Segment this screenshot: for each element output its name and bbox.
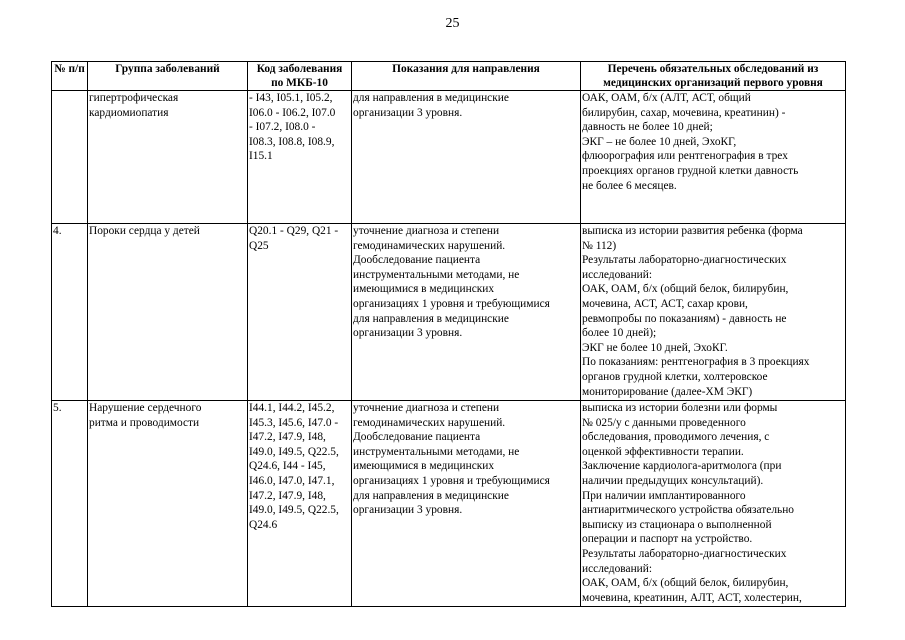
cell-text-line: При наличии имплантированного bbox=[582, 489, 746, 502]
cell-text-line: организации 3 уровня. bbox=[353, 106, 463, 119]
cell-text-line: Q24.6 bbox=[249, 518, 278, 531]
cell-text-line: органов грудной клетки, холтеровское bbox=[582, 370, 768, 383]
cell-text-line: Заключение кардиолога-аритмолога (при bbox=[582, 460, 782, 473]
cell-text-line: ревмопробы по показаниям) - давность не bbox=[582, 312, 787, 325]
cell-text-line: для направления в медицинские bbox=[353, 489, 509, 502]
cell-indications bbox=[352, 224, 581, 401]
cell-text-line: Пороки сердца у детей bbox=[89, 225, 200, 237]
cell-indications bbox=[352, 401, 581, 607]
cell-disease-group bbox=[88, 401, 248, 607]
cell-text-line: организациях 1 уровня и требующимися bbox=[353, 297, 550, 310]
cell-text-line: I49.0, I49.5, Q22.5, bbox=[249, 445, 339, 458]
cell-text-line: имеющимися в медицинских bbox=[353, 460, 495, 473]
cell-text-line: инструментальными методами, не bbox=[353, 445, 520, 458]
cell-text-line: Дообследование пациента bbox=[353, 431, 481, 444]
cell-text-line: гемодинамических нарушений. bbox=[353, 416, 506, 429]
cell-text-line: № 112) bbox=[582, 239, 617, 252]
table-header-row bbox=[52, 62, 846, 91]
cell-text-line: I45.3, I45.6, I47.0 - bbox=[249, 416, 339, 429]
referral-table bbox=[51, 61, 846, 607]
header-disease-group: Группа заболеваний bbox=[88, 62, 248, 91]
cell-number bbox=[52, 91, 88, 224]
cell-text-line: мониторирование (далее-ХМ ЭКГ) bbox=[582, 385, 753, 398]
cell-text-line: более 10 дней); bbox=[582, 327, 657, 340]
cell-text-line: - I07.2, I08.0 - bbox=[249, 121, 316, 134]
cell-text-line: ОАК, ОАМ, б/х (общий белок, билирубин, bbox=[582, 283, 789, 296]
cell-text-line: мочевина, АСТ, АСТ, сахар крови, bbox=[582, 297, 748, 310]
cell-text-line: I49.0, I49.5, Q22.5, bbox=[249, 504, 339, 517]
cell-required-exams bbox=[581, 401, 846, 607]
cell-text-line: ритма и проводимости bbox=[89, 416, 200, 429]
cell-icd-code bbox=[248, 401, 352, 607]
page-number: 25 bbox=[445, 16, 460, 31]
cell-text-line: гемодинамических нарушений. bbox=[353, 239, 506, 252]
cell-required-exams bbox=[581, 91, 846, 224]
cell-text-line: уточнение диагноза и степени bbox=[353, 225, 500, 237]
cell-text-line: I08.3, I08.8, I08.9, bbox=[249, 135, 335, 148]
cell-text-line: оценкой эффективности терапии. bbox=[582, 445, 744, 458]
cell-text-line: I46.0, I47.0, I47.1, bbox=[249, 474, 335, 487]
header-icd-code bbox=[248, 62, 352, 91]
cell-text-line: - I43, I05.1, I05.2, bbox=[249, 92, 333, 104]
cell-text-line: гипертрофическая bbox=[89, 92, 179, 104]
cell-text-line: I44.1, I44.2, I45.2, bbox=[249, 402, 335, 414]
cell-text-line: проекциях органов грудной клетки давность bbox=[582, 164, 799, 177]
cell-text-line: операции и паспорт на устройство. bbox=[582, 533, 753, 546]
cell-text-line: антиаритмического устройства обязательно bbox=[582, 504, 794, 517]
cell-text-line: ЭКГ – не более 10 дней, ЭхоКГ, bbox=[582, 135, 737, 148]
cell-text-line: кардиомиопатия bbox=[89, 106, 169, 119]
header-number: № п/п bbox=[52, 62, 88, 91]
cell-text-line: Результаты лабораторно-диагностических bbox=[582, 547, 787, 560]
cell-text-line: I15.1 bbox=[249, 150, 273, 163]
cell-text-line: № 025/у с данными проведенного bbox=[582, 416, 746, 429]
cell-icd-code bbox=[248, 224, 352, 401]
header-indications: Показания для направления bbox=[352, 62, 581, 91]
cell-text-line: инструментальными методами, не bbox=[353, 268, 520, 281]
table-row bbox=[52, 91, 846, 224]
cell-text-line: выписка из истории болезни или формы bbox=[582, 402, 778, 414]
table-row bbox=[52, 224, 846, 401]
cell-text-line: I06.0 - I06.2, I07.0 bbox=[249, 106, 336, 119]
table-body bbox=[52, 91, 846, 607]
cell-text-line: Дообследование пациента bbox=[353, 254, 481, 267]
cell-text-line: давность не более 10 дней; bbox=[582, 121, 713, 134]
cell-text-line: организации 3 уровня. bbox=[353, 327, 463, 340]
cell-text-line: билирубин, сахар, мочевина, креатинин) - bbox=[582, 106, 786, 119]
cell-text-line: Нарушение сердечного bbox=[89, 402, 202, 414]
header-code-line: по МКБ-10 bbox=[271, 76, 328, 89]
cell-indications bbox=[352, 91, 581, 224]
header-exams-line: медицинских организаций первого уровня bbox=[603, 76, 823, 89]
cell-text-line: флюорография или рентгенография в трех bbox=[582, 150, 788, 163]
cell-text-line: I47.2, I47.9, I48, bbox=[249, 489, 326, 502]
cell-text-line: не более 6 месяцев. bbox=[582, 179, 677, 192]
cell-text-line: выписка из истории развития ребенка (форма bbox=[582, 225, 803, 237]
cell-text-line: ОАК, ОАМ, б/х (АЛТ, АСТ, общий bbox=[582, 92, 751, 104]
cell-text-line: мочевина, креатинин, АЛТ, АСТ, холестерин, bbox=[582, 591, 802, 604]
header-required-exams bbox=[581, 62, 846, 91]
cell-text-line: I47.2, I47.9, I48, bbox=[249, 431, 326, 444]
cell-text-line: выписку из стационара о выполненной bbox=[582, 518, 772, 531]
cell-text-line: организациях 1 уровня и требующимися bbox=[353, 474, 550, 487]
cell-text-line: исследований: bbox=[582, 268, 653, 281]
header-code-line: Код заболевания bbox=[256, 63, 343, 75]
header-exams-line: Перечень обязательных обследований из bbox=[607, 63, 819, 75]
table-row bbox=[52, 401, 846, 607]
cell-text-line: организации 3 уровня. bbox=[353, 504, 463, 517]
cell-text-line: для направления в медицинские bbox=[353, 312, 509, 325]
cell-text-line: По показаниям: рентгенография в 3 проекциях bbox=[582, 356, 810, 369]
cell-text-line: исследований: bbox=[582, 562, 653, 575]
cell-text-line: Q24.6, I44 - I45, bbox=[249, 460, 326, 473]
cell-number: 5. bbox=[52, 401, 88, 607]
cell-required-exams bbox=[581, 224, 846, 401]
cell-text-line: уточнение диагноза и степени bbox=[353, 402, 500, 414]
cell-icd-code bbox=[248, 91, 352, 224]
cell-text-line: ЭКГ не более 10 дней, ЭхоКГ. bbox=[582, 341, 728, 354]
cell-text-line: Q20.1 - Q29, Q21 - bbox=[249, 225, 339, 237]
cell-text-line: наличии предыдущих консультаций). bbox=[582, 474, 764, 487]
cell-disease-group bbox=[88, 224, 248, 401]
cell-text-line: ОАК, ОАМ, б/х (общий белок, билирубин, bbox=[582, 577, 789, 590]
cell-text-line: обследования, проводимого лечения, с bbox=[582, 431, 770, 444]
cell-text-line: Q25 bbox=[249, 239, 269, 252]
cell-number: 4. bbox=[52, 224, 88, 401]
cell-disease-group bbox=[88, 91, 248, 224]
cell-text-line: имеющимися в медицинских bbox=[353, 283, 495, 296]
cell-text-line: Результаты лабораторно-диагностических bbox=[582, 254, 787, 267]
cell-text-line: для направления в медицинские bbox=[353, 92, 509, 104]
